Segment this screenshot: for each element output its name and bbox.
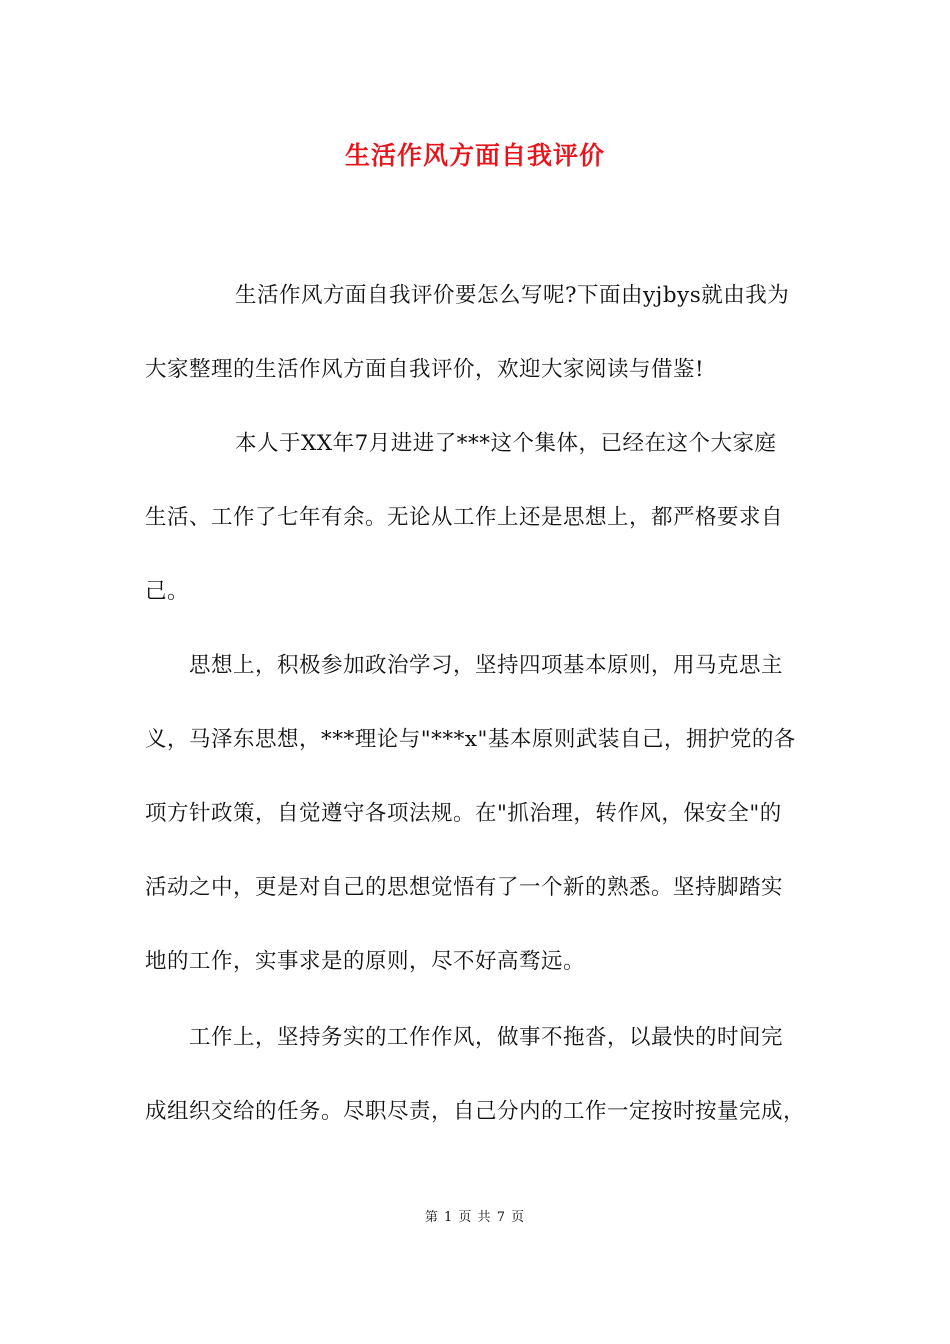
paragraph-line: 生活作风方面自我评价要怎么写呢?下面由yjbys就由我为 bbox=[235, 283, 790, 308]
document-title: 生活作风方面自我评价 bbox=[344, 141, 605, 170]
paragraph-line: 项方针政策，自觉遵守各项法规。在"抓治理，转作风，保安全"的 bbox=[145, 801, 782, 826]
paragraph-line: 己。 bbox=[145, 579, 190, 604]
paragraph-line: 工作上，坚持务实的工作作风，做事不拖沓，以最快的时间完 bbox=[189, 1025, 784, 1050]
paragraph-line: 活动之中，更是对自己的思想觉悟有了一个新的熟悉。坚持脚踏实 bbox=[145, 875, 784, 900]
paragraph-line: 成组织交给的任务。尽职尽责，自己分内的工作一定按时按量完成， bbox=[145, 1099, 806, 1124]
paragraph-line: 地的工作，实事求是的原则，尽不好高骛远。 bbox=[145, 949, 586, 974]
paragraph-line: 生活、工作了七年有余。无论从工作上还是思想上，都严格要求自 bbox=[145, 505, 784, 530]
paragraph-line: 义，马泽东思想，***理论与"***x"基本原则武装自己，拥护党的各 bbox=[145, 727, 796, 752]
page-footer: 第 1 页 共 7 页 bbox=[424, 1210, 526, 1225]
paragraph-line: 本人于XX年7月进进了***这个集体，已经在这个大家庭 bbox=[235, 431, 777, 456]
paragraph-line: 思想上，积极参加政治学习，坚持四项基本原则，用马克思主 bbox=[189, 653, 784, 678]
paragraph-line: 大家整理的生活作风方面自我评价，欢迎大家阅读与借鉴! bbox=[145, 357, 705, 382]
